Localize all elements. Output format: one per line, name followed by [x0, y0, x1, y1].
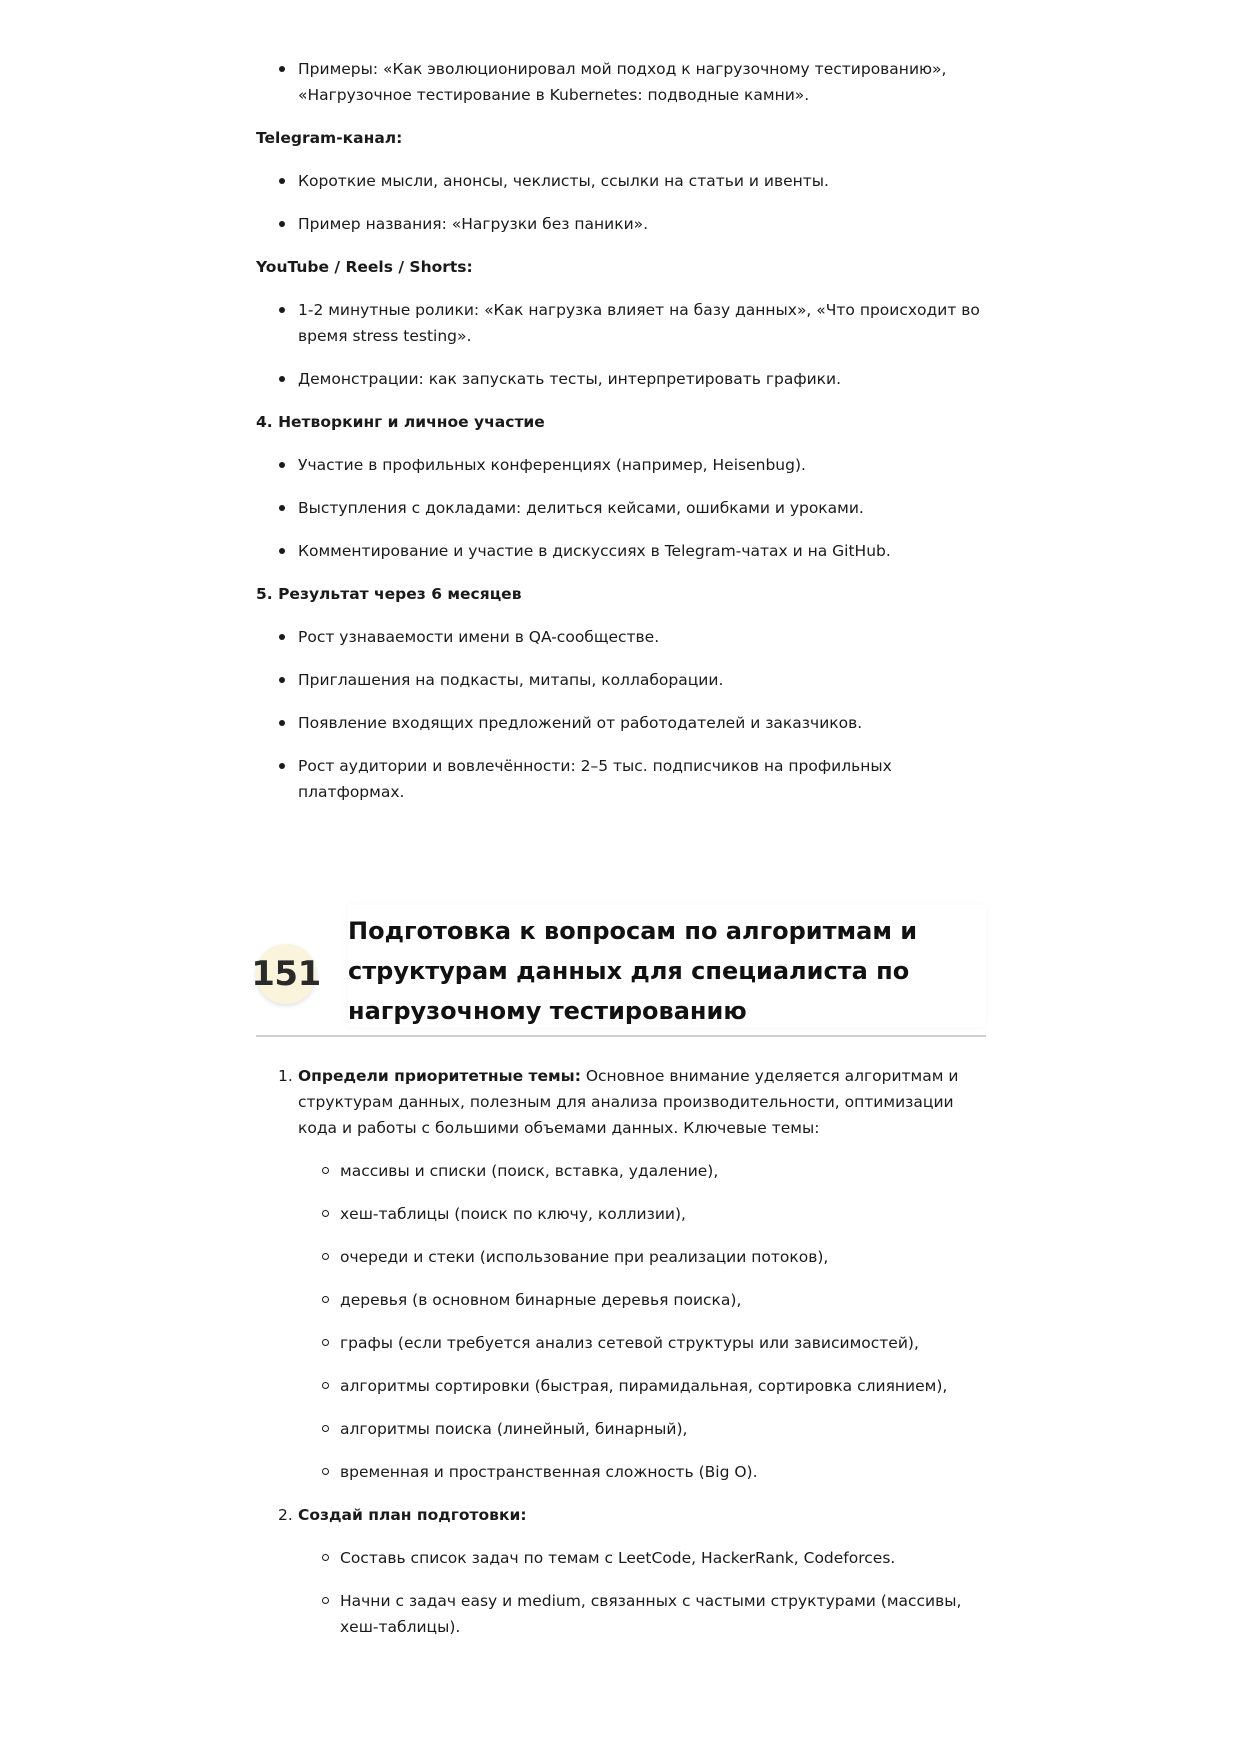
section-title-box — [348, 905, 986, 1027]
list-item: Выступления с докладами: делиться кейсами, ошибками и уроками. — [298, 495, 986, 521]
list-item: Примеры: «Как эволюционировал мой подход к нагрузочному тестированию», «Нагрузочное тестирование в Kubernetes: подводные камни». — [298, 56, 986, 108]
youtube-list — [256, 297, 986, 392]
step-text: Основное внимание уделяется алгоритмам и структурам данных, полезным для анализа производительности, оптимизации кода и работы с большими объемами данных. Ключевые темы: — [298, 1067, 959, 1137]
sublist-item: временная и пространственная сложность (Big O). — [340, 1459, 986, 1485]
sublist-item: графы (если требуется анализ сетевой структуры или зависимостей), — [340, 1330, 986, 1356]
list-item: Короткие мысли, анонсы, чеклисты, ссылки на статьи и ивенты. — [298, 168, 986, 194]
examples-list — [256, 56, 986, 108]
step-title: Создай план подготовки: — [298, 1506, 527, 1524]
step-number: 2. — [278, 1506, 293, 1524]
list-item: Комментирование и участие в дискуссиях в Telegram-чатах и на GitHub. — [298, 538, 986, 564]
section-number-badge: 151 — [256, 944, 316, 1004]
telegram-label: Telegram-канал: — [256, 129, 403, 147]
section-title: Подготовка к вопросам по алгоритмам и структурам данных для специалиста по нагрузочному тестированию — [348, 917, 918, 1025]
list-item: Рост аудитории и вовлечённости: 2–5 тыс. подписчиков на профильных платформах. — [298, 753, 986, 805]
youtube-label: YouTube / Reels / Shorts: — [256, 258, 473, 276]
list-item: Появление входящих предложений от работодателей и заказчиков. — [298, 710, 986, 736]
list-item: Рост узнаваемости имени в QA-сообществе. — [298, 624, 986, 650]
list-item: Приглашения на подкасты, митапы, коллаборации. — [298, 667, 986, 693]
result-heading: 5. Результат через 6 месяцев — [256, 585, 522, 603]
sublist-item: очереди и стеки (использование при реализации потоков), — [340, 1244, 986, 1270]
step-item — [278, 1502, 986, 1640]
step-item — [278, 1063, 986, 1485]
list-item: Демонстрации: как запускать тесты, интерпретировать графики. — [298, 366, 986, 392]
list-item: Участие в профильных конференциях (например, Heisenbug). — [298, 452, 986, 478]
steps-list — [256, 1063, 986, 1640]
sublist-item: алгоритмы поиска (линейный, бинарный), — [340, 1416, 986, 1442]
networking-list — [256, 452, 986, 564]
list-item: Пример названия: «Нагрузки без паники». — [298, 211, 986, 237]
sublist-item: Составь список задач по темам с LeetCode, HackerRank, Codeforces. — [340, 1545, 986, 1571]
telegram-list — [256, 168, 986, 237]
result-list — [256, 624, 986, 805]
list-item: 1-2 минутные ролики: «Как нагрузка влияет на базу данных», «Что происходит во время stress testing». — [298, 297, 986, 349]
plan-sublist — [298, 1545, 986, 1640]
section-header — [251, 913, 986, 1037]
sublist-item: алгоритмы сортировки (быстрая, пирамидальная, сортировка слиянием), — [340, 1373, 986, 1399]
sublist-item: деревья (в основном бинарные деревья поиска), — [340, 1287, 986, 1313]
step-title: Определи приоритетные темы: — [298, 1067, 581, 1085]
sublist-item: хеш-таблицы (поиск по ключу, коллизии), — [340, 1201, 986, 1227]
sublist-item: массивы и списки (поиск, вставка, удаление), — [340, 1158, 986, 1184]
sublist-item: Начни с задач easy и medium, связанных с частыми структурами (массивы, хеш-таблицы). — [340, 1588, 986, 1640]
step-number: 1. — [278, 1067, 293, 1085]
topics-sublist — [298, 1158, 986, 1485]
networking-heading: 4. Нетворкинг и личное участие — [256, 413, 545, 431]
document-page — [251, 56, 986, 1657]
